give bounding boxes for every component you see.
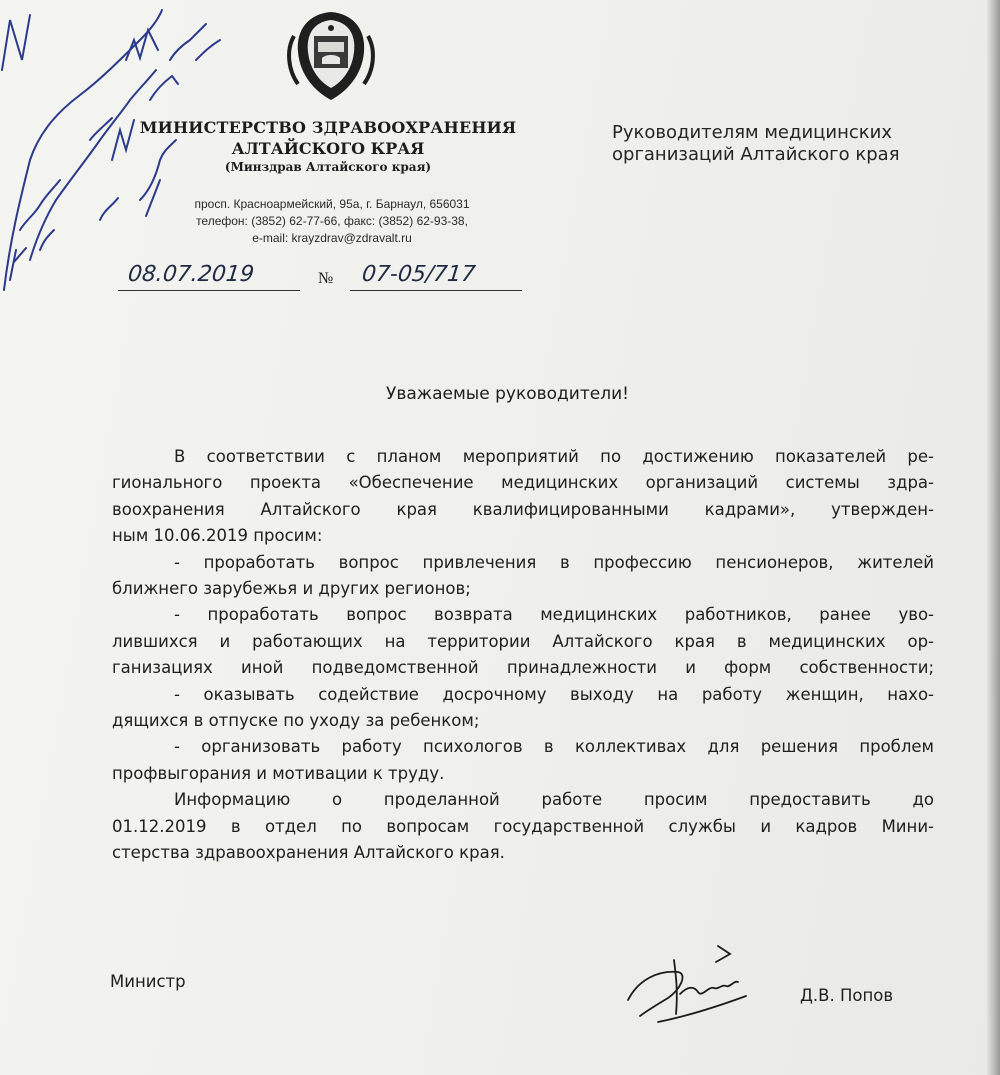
body-line: лившихся и работающих на территории Алтайского края в медицинских ор-	[112, 631, 934, 651]
ministry-name-line2: АЛТАЙСКОГО КРАЯ	[231, 139, 425, 158]
body-line: ганизациях иной подведомственной принадлежности и форм собственности;	[112, 658, 934, 678]
coat-of-arms-emblem	[278, 6, 384, 106]
body-line: В соответствии с планом мероприятий по достижению показателей ре-	[174, 447, 934, 466]
document-date: 08.07.2019	[126, 262, 256, 287]
body-line: ным 10.06.2019 просим:	[112, 526, 323, 546]
recipient-line1: Руководителям медицинских	[612, 122, 892, 143]
ministry-name-line1: МИНИСТЕРСТВО ЗДРАВООХРАНЕНИЯ	[139, 118, 517, 137]
ministry-header	[118, 118, 538, 174]
body-line: стерства здравоохранения Алтайского края.	[112, 843, 505, 863]
body-line: профвыгорания и мотивации к труду.	[112, 763, 445, 783]
body-line: дящихся в отпуске по уходу за ребенком;	[112, 711, 480, 731]
letter-body	[112, 444, 934, 867]
signer-position: Министр	[110, 972, 186, 991]
email-line: e-mail: krayzdrav@zdravalt.ru	[252, 231, 412, 245]
page-edge-shadow	[986, 0, 1000, 1075]
body-line: гионального проекта «Обеспечение медицинских организаций системы здра-	[112, 473, 934, 493]
body-line: - организовать работу психологов в коллективах для решения проблем	[174, 737, 934, 757]
recipient-block	[612, 122, 952, 166]
body-line: воохранения Алтайского края квалифицированными кадрами», утвержден-	[112, 499, 934, 519]
body-line: 01.12.2019 в отдел по вопросам государственной службы и кадров Мини-	[112, 816, 934, 836]
ministry-short-name: (Минздрав Алтайского края)	[224, 160, 432, 174]
body-line: - оказывать содействие досрочному выходу на работу женщин, нахо-	[174, 684, 934, 704]
body-line: Информацию о проделанной работе просим предоставить до	[174, 790, 934, 810]
address-line: просп. Красноармейский, 95а, г. Барнаул, 656031	[194, 197, 470, 211]
salutation: Уважаемые руководители!	[386, 384, 629, 404]
ministry-contacts	[142, 196, 522, 247]
body-line: - проработать вопрос возврата медицинских работников, ранее уво-	[174, 605, 934, 625]
handwritten-signature	[618, 940, 758, 1030]
number-sign: №	[318, 270, 334, 287]
phone-fax-line: телефон: (3852) 62-77-66, факс: (3852) 62-93-38,	[196, 214, 468, 228]
recipient-line2: организаций Алтайского края	[612, 144, 900, 165]
signer-name: Д.В. Попов	[800, 986, 894, 1005]
body-line: ближнего зарубежья и других регионов;	[112, 579, 471, 599]
document-number: 07-05/717	[360, 262, 477, 287]
body-line: - проработать вопрос привлечения в профессию пенсионеров, жителей	[174, 552, 934, 572]
